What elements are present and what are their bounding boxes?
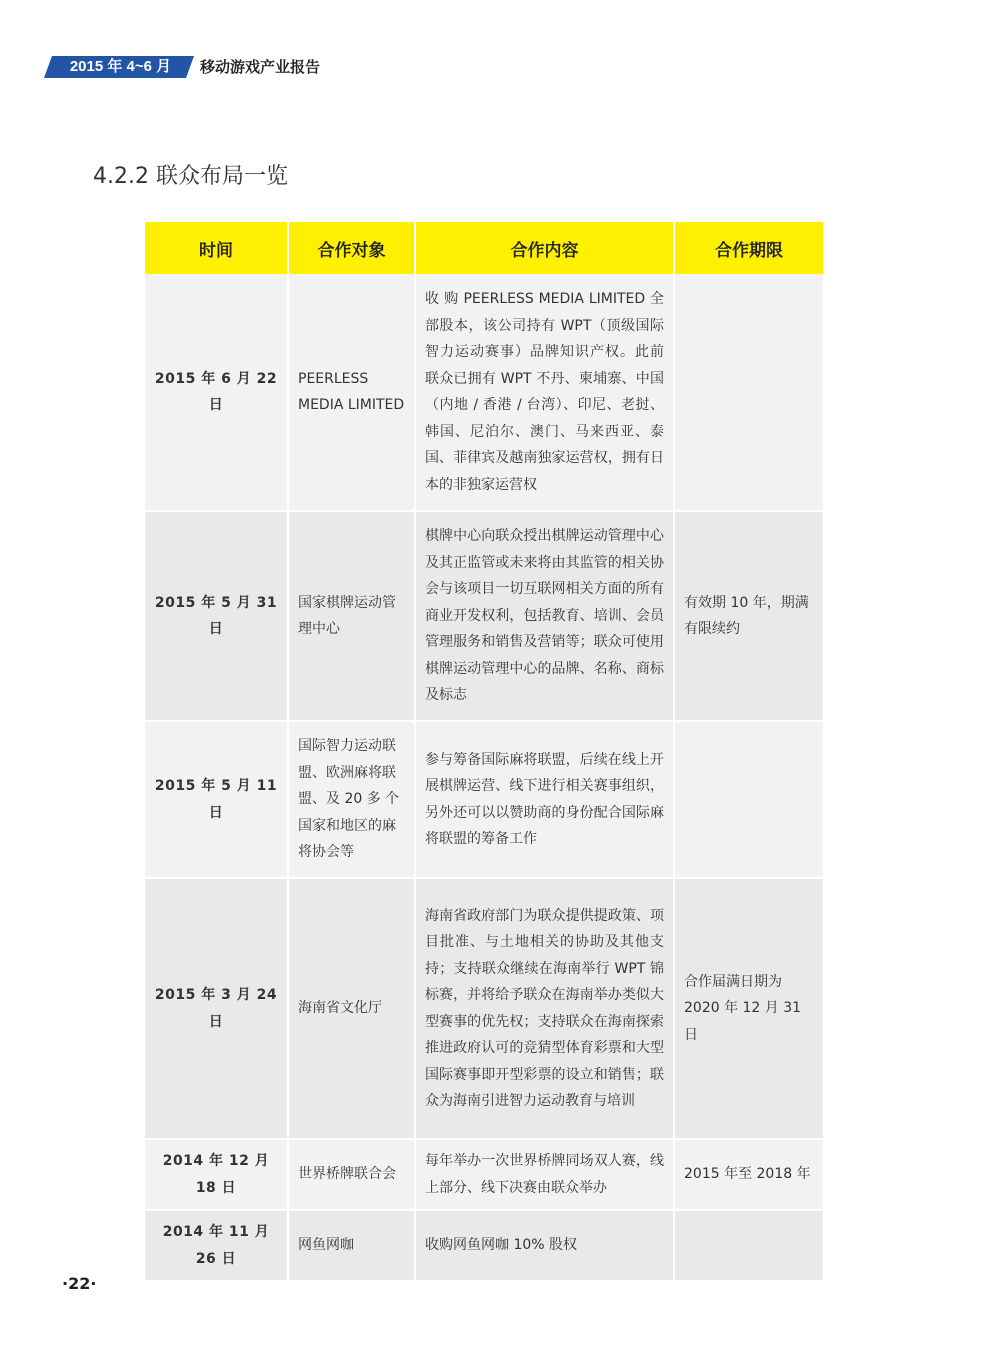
row-time: 2015 年 6 月 22 日: [145, 274, 288, 511]
header-report-title: 移动游戏产业报告: [200, 58, 321, 76]
row-partner: PEERLESS MEDIA LIMITED: [288, 274, 415, 511]
row-term: [674, 274, 823, 511]
row-content: 收购网鱼网咖 10% 股权: [415, 1210, 674, 1281]
row-term: 2015 年至 2018 年: [674, 1139, 823, 1210]
table-row: [145, 511, 823, 721]
row-content: 收 购 PEERLESS MEDIA LIMITED 全部股本，该公司持有 WPT（顶级国际智力运动赛事）品牌知识产权。此前 联众已拥有 WPT 不丹、柬埔寨、中国（内地 / 香港 / 台湾）、印尼、老挝、韩国、尼泊尔、澳门、马来西亚、泰国、菲律宾及越南独家运营权，拥有日本的非独家运营权: [415, 274, 674, 511]
row-term: [674, 721, 823, 878]
row-partner: 国家棋牌运动管理中心: [288, 511, 415, 721]
row-time: 2015 年 5 月 11 日: [145, 721, 288, 878]
table-row: [145, 878, 823, 1139]
row-time: 2014 年 11 月 26 日: [145, 1210, 288, 1281]
table-row: [145, 721, 823, 878]
header-date-label: 2015 年 4~6 月: [69, 58, 172, 75]
column-header-partner: 合作对象: [288, 222, 415, 274]
column-header-content: 合作内容: [415, 222, 674, 274]
table-row: [145, 1210, 823, 1281]
row-partner: 国际智力运动联盟、欧洲麻将联盟、及 20 多 个 国家和地区的麻将协会等: [288, 721, 415, 878]
row-time: 2015 年 5 月 31 日: [145, 511, 288, 721]
row-time: 2015 年 3 月 24 日: [145, 878, 288, 1139]
row-partner: 世界桥牌联合会: [288, 1139, 415, 1210]
table-row: [145, 1139, 823, 1210]
row-content: 海南省政府部门为联众提供提政策、项目批准、与土地相关的协助及其他支持；支持联众继续在海南举行 WPT 锦标赛，并将给予联众在海南举办类似大型赛事的优先权；支持联众在海南探索推进政府认可的竞猜型体育彩票和大型国际赛事即开型彩票的设立和销售；联众为海南引进智力运动教育与培训: [415, 878, 674, 1139]
section-heading: 4.2.2 联众布局一览: [93, 164, 288, 189]
row-content: 每年举办一次世界桥牌同场双人赛，线上部分、线下决赛由联众举办: [415, 1139, 674, 1210]
row-term: [674, 1210, 823, 1281]
row-term: 合作届满日期为 2020 年 12 月 31 日: [674, 878, 823, 1139]
row-term: 有效期 10 年，期满有限续约: [674, 511, 823, 721]
page-number: ·22·: [62, 1274, 97, 1293]
row-content: 参与筹备国际麻将联盟，后续在线上开展棋牌运营、线下进行相关赛事组织，另外还可以以赞助商的身份配合国际麻将联盟的筹备工作: [415, 721, 674, 878]
row-time: 2014 年 12 月 18 日: [145, 1139, 288, 1210]
row-content: 棋牌中心向联众授出棋牌运动管理中心及其正监管或未来将由其监管的相关协会与该项目一切互联网相关方面的所有商业开发权利，包括教育、培训、会员管理服务和销售及营销等；联众可使用棋牌运动管理中心的品牌、名称、商标及标志: [415, 511, 674, 721]
column-header-term: 合作期限: [674, 222, 823, 274]
row-partner: 网鱼网咖: [288, 1210, 415, 1281]
table-row: [145, 274, 823, 511]
partnership-table: [145, 222, 823, 1282]
table-header-row: [145, 222, 823, 274]
column-header-time: 时间: [145, 222, 288, 274]
row-partner: 海南省文化厅: [288, 878, 415, 1139]
